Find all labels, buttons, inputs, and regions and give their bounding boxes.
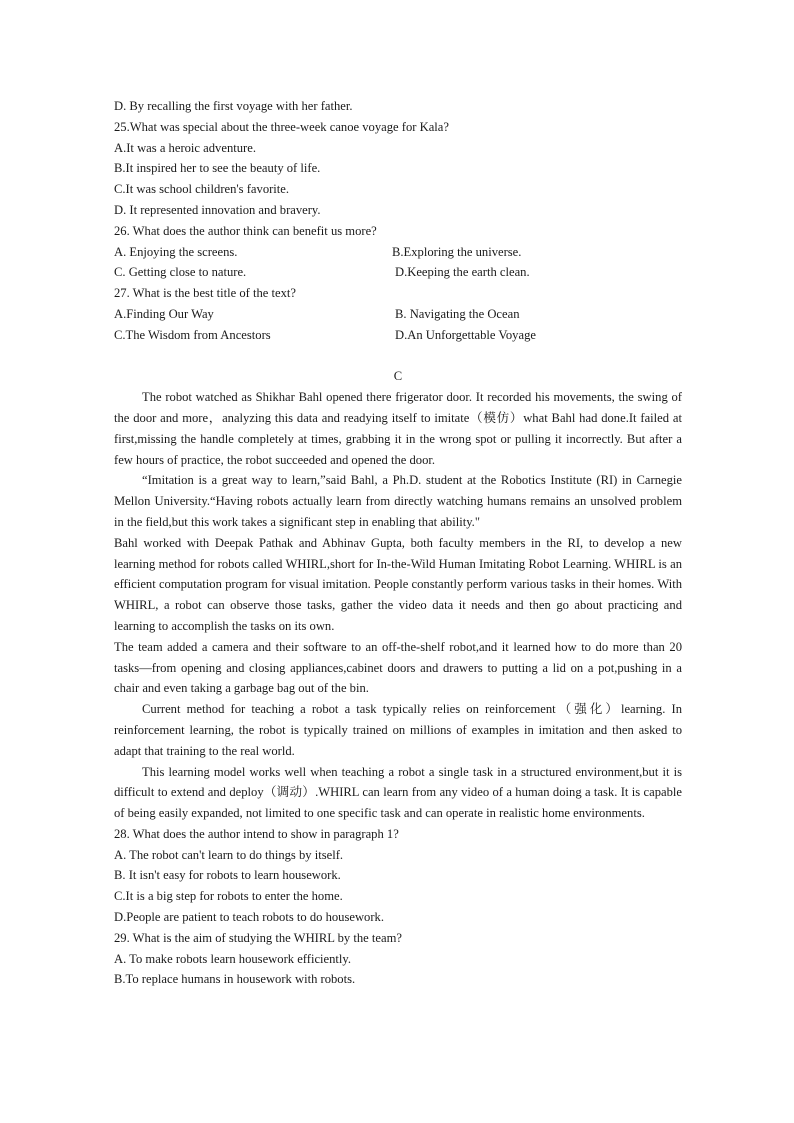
passage-paragraph-5: Current method for teaching a robot a task typically relies on reinforcement（强化）learning. In reinforcement learning, the robot is typically trained on millions of examples in imitation and then asked to adapt that training to the real world.	[114, 702, 682, 758]
q26-option-b: B.Exploring the universe.	[392, 244, 522, 259]
q29-stem: 29. What is the aim of studying the WHIRL by the team?	[114, 930, 402, 945]
q26-options-row-1	[114, 242, 682, 263]
q29-option-b: B.To replace humans in housework with robots.	[114, 972, 356, 987]
q25-option-b: B.It inspired her to see the beauty of life.	[114, 161, 321, 176]
q27-option-b: B. Navigating the Ocean	[395, 306, 520, 321]
q27-option-c: C.The Wisdom from Ancestors	[114, 327, 271, 342]
spacer	[114, 346, 682, 367]
q27-options-row-1	[114, 304, 682, 325]
q26-stem: 26. What does the author think can benefit us more?	[114, 223, 377, 238]
q28-option-b: B. It isn't easy for robots to learn housework.	[114, 868, 341, 883]
q27-options-row-2	[114, 325, 682, 346]
q25-option-d: D. It represented innovation and bravery.	[114, 202, 321, 217]
passage-paragraph-3: Bahl worked with Deepak Pathak and Abhinav Gupta, both faculty members in the RI, to develop a new learning method for robots called WHIRL,short for In-the-Wild Human Imitating Robot Learning. WHIRL is an efficient computation program for visual imitation. People constantly perform various tasks in their homes. With WHIRL, a robot can observe those tasks, gather the video data it needs and then go about practicing and learning to accomplish the tasks on its own.	[114, 535, 682, 633]
q29-option-a: A. To make robots learn housework efficiently.	[114, 951, 352, 966]
q28-option-d: D.People are patient to teach robots to do housework.	[114, 910, 384, 925]
passage-paragraph-2: “Imitation is a great way to learn,”said Bahl, a Ph.D. student at the Robotics Institute (RI) in Carnegie Mellon University.“Having robots actually learn from directly watching humans remains an unsolved problem in the field,but this work takes a significant step in enabling that ability."	[114, 473, 682, 529]
q26-options-row-2	[114, 262, 682, 283]
q28-option-a: A. The robot can't learn to do things by itself.	[114, 847, 344, 862]
q27-stem: 27. What is the best title of the text?	[114, 286, 296, 301]
page-content	[114, 96, 682, 990]
q25-option-a: A.It was a heroic adventure.	[114, 140, 256, 155]
q25-stem: 25.What was special about the three-week canoe voyage for Kala?	[114, 119, 449, 134]
passage-paragraph-1: The robot watched as Shikhar Bahl opened there frigerator door. It recorded his movements, the swing of the door and more，analyzing this data and readying itself to imitate（模仿）what Bahl had done.It failed at first,missing the handle completely at times, grabbing it in the wrong spot or pulling it incorrectly. But after a few hours of practice, the robot succeeded and opened the door.	[114, 390, 682, 467]
q27-option-d: D.An Unforgettable Voyage	[395, 327, 536, 342]
q25-option-c: C.It was school children's favorite.	[114, 182, 290, 197]
q28-option-c: C.It is a big step for robots to enter the home.	[114, 889, 343, 904]
q26-option-a: A. Enjoying the screens.	[114, 244, 238, 259]
q24-option-d: D. By recalling the first voyage with her father.	[114, 99, 353, 113]
passage-paragraph-4: The team added a camera and their software to an off-the-shelf robot,and it learned how to do more than 20 tasks—from opening and closing appliances,cabinet doors and drawers to putting a lid on a pot,pushing in a chair and even taking a garbage bag out of the bin.	[114, 639, 682, 696]
q26-option-c: C. Getting close to nature.	[114, 265, 247, 280]
section-heading: C	[393, 369, 403, 384]
q28-stem: 28. What does the author intend to show in paragraph 1?	[114, 826, 399, 841]
q26-option-d: D.Keeping the earth clean.	[395, 265, 530, 280]
q27-option-a: A.Finding Our Way	[114, 306, 214, 321]
passage-paragraph-6: This learning model works well when teaching a robot a single task in a structured environment,but it is difficult to extend and deploy（调动）.WHIRL can learn from any video of a human doing a task. It is capable of being easily expanded, not limited to one specific task and can operate in realistic home environments.	[114, 764, 682, 821]
